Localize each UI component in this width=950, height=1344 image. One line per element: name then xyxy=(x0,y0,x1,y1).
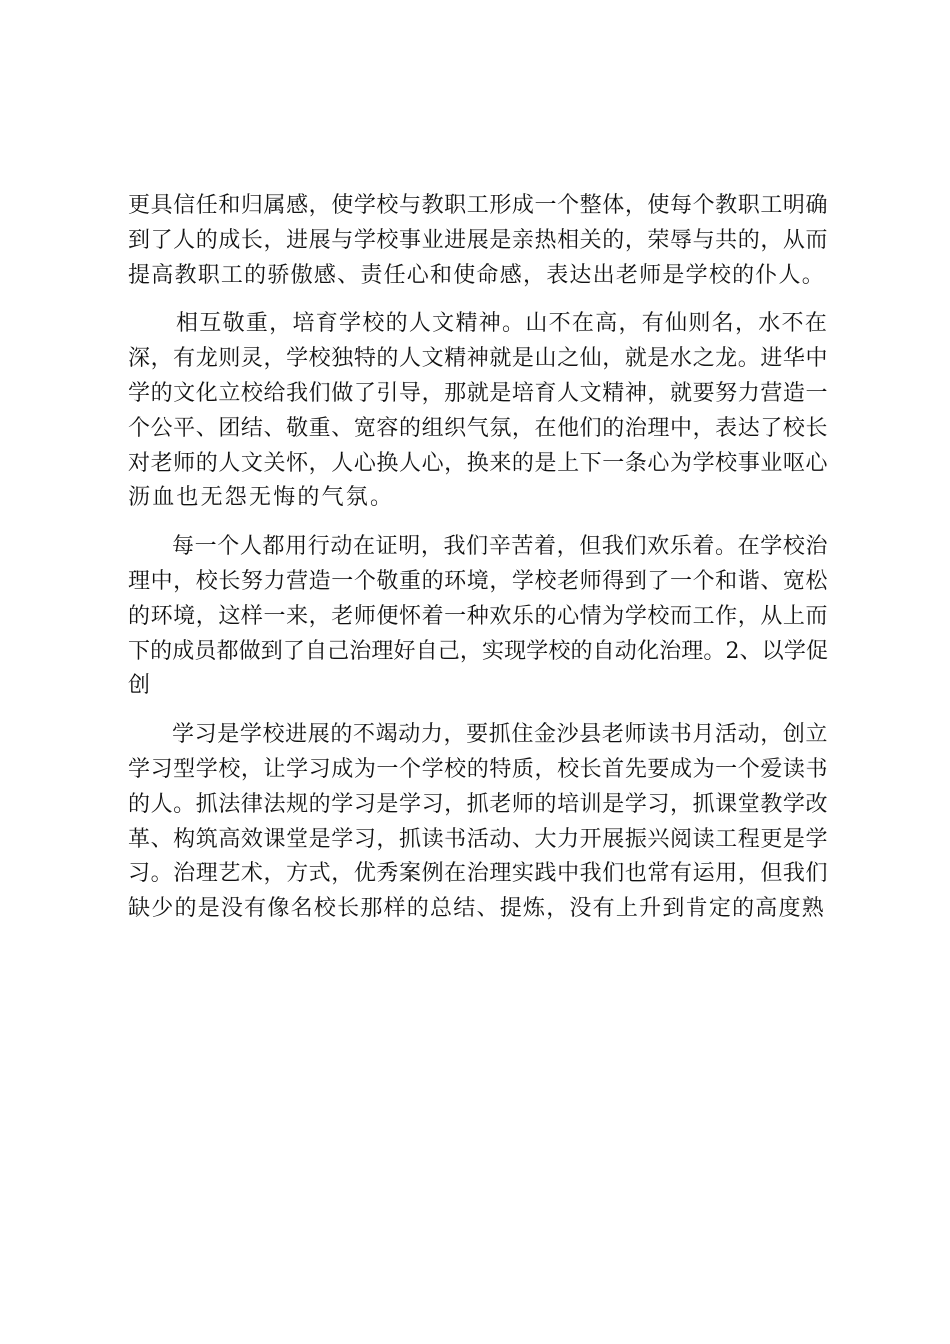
text-line: 创 xyxy=(128,673,153,699)
paragraph-spacer xyxy=(128,516,828,530)
text-line: 的环境，这样一来，老师便怀着一种欢乐的心情为学校而工作，从上而 xyxy=(128,603,828,629)
text-line: 学的文化立校给我们做了引导，那就是培育人文精神，就要努力营造一 xyxy=(128,380,828,406)
paragraph-3 xyxy=(128,530,828,704)
paragraph-spacer xyxy=(128,704,828,718)
text-line: 相互敬重，培育学校的人文精神。山不在高，有仙则名，水不在 xyxy=(176,311,828,337)
text-line: 学习是学校进展的不竭动力，要抓住金沙县老师读书月活动，创立 xyxy=(172,722,828,748)
text-line: 提高教职工的骄傲感、责任心和使命感，表达出老师是学校的仆人。 xyxy=(128,262,826,288)
paragraph-2 xyxy=(128,307,828,516)
text-line: 深，有龙则灵，学校独特的人文精神就是山之仙，就是水之龙。进华中 xyxy=(128,346,828,372)
text-line: 到了人的成长，进展与学校事业进展是亲热相关的，荣辱与共的，从而 xyxy=(128,227,828,253)
text-line: 下的成员都做到了自己治理好自己，实现学校的自动化治理。2、以学促 xyxy=(128,638,828,664)
paragraph-spacer xyxy=(128,293,828,307)
text-line: 的人。抓法律法规的学习是学习，抓老师的培训是学习，抓课堂教学改 xyxy=(128,791,828,817)
paragraph-4 xyxy=(128,718,828,927)
text-line: 更具信任和归属感，使学校与教职工形成一个整体，使每个教职工明确 xyxy=(128,193,828,218)
text-line: 沥血也无怨无悔的气氛。 xyxy=(128,485,395,511)
text-line: 每一个人都用行动在证明，我们辛苦着，但我们欢乐着。在学校治 xyxy=(172,534,828,560)
document-body xyxy=(128,189,828,927)
text-line: 个公平、团结、敬重、宽容的组织气氛，在他们的治理中，表达了校长 xyxy=(128,415,828,441)
text-line: 习。治理艺术，方式，优秀案例在治理实践中我们也常有运用，但我们 xyxy=(128,861,828,887)
text-line: 革、构筑高效课堂是学习，抓读书活动、大力开展振兴阅读工程更是学 xyxy=(128,826,828,852)
text-line: 对老师的人文关怀，人心换人心，换来的是上下一条心为学校事业呕心 xyxy=(128,450,828,476)
text-line: 理中，校长努力营造一个敬重的环境，学校老师得到了一个和谐、宽松 xyxy=(128,568,828,594)
text-line: 缺少的是没有像名校长那样的总结、提炼，没有上升到肯定的高度熟 xyxy=(128,896,826,922)
paragraph-1 xyxy=(128,189,828,293)
text-line: 学习型学校，让学习成为一个学校的特质，校长首先要成为一个爱读书 xyxy=(128,756,828,782)
